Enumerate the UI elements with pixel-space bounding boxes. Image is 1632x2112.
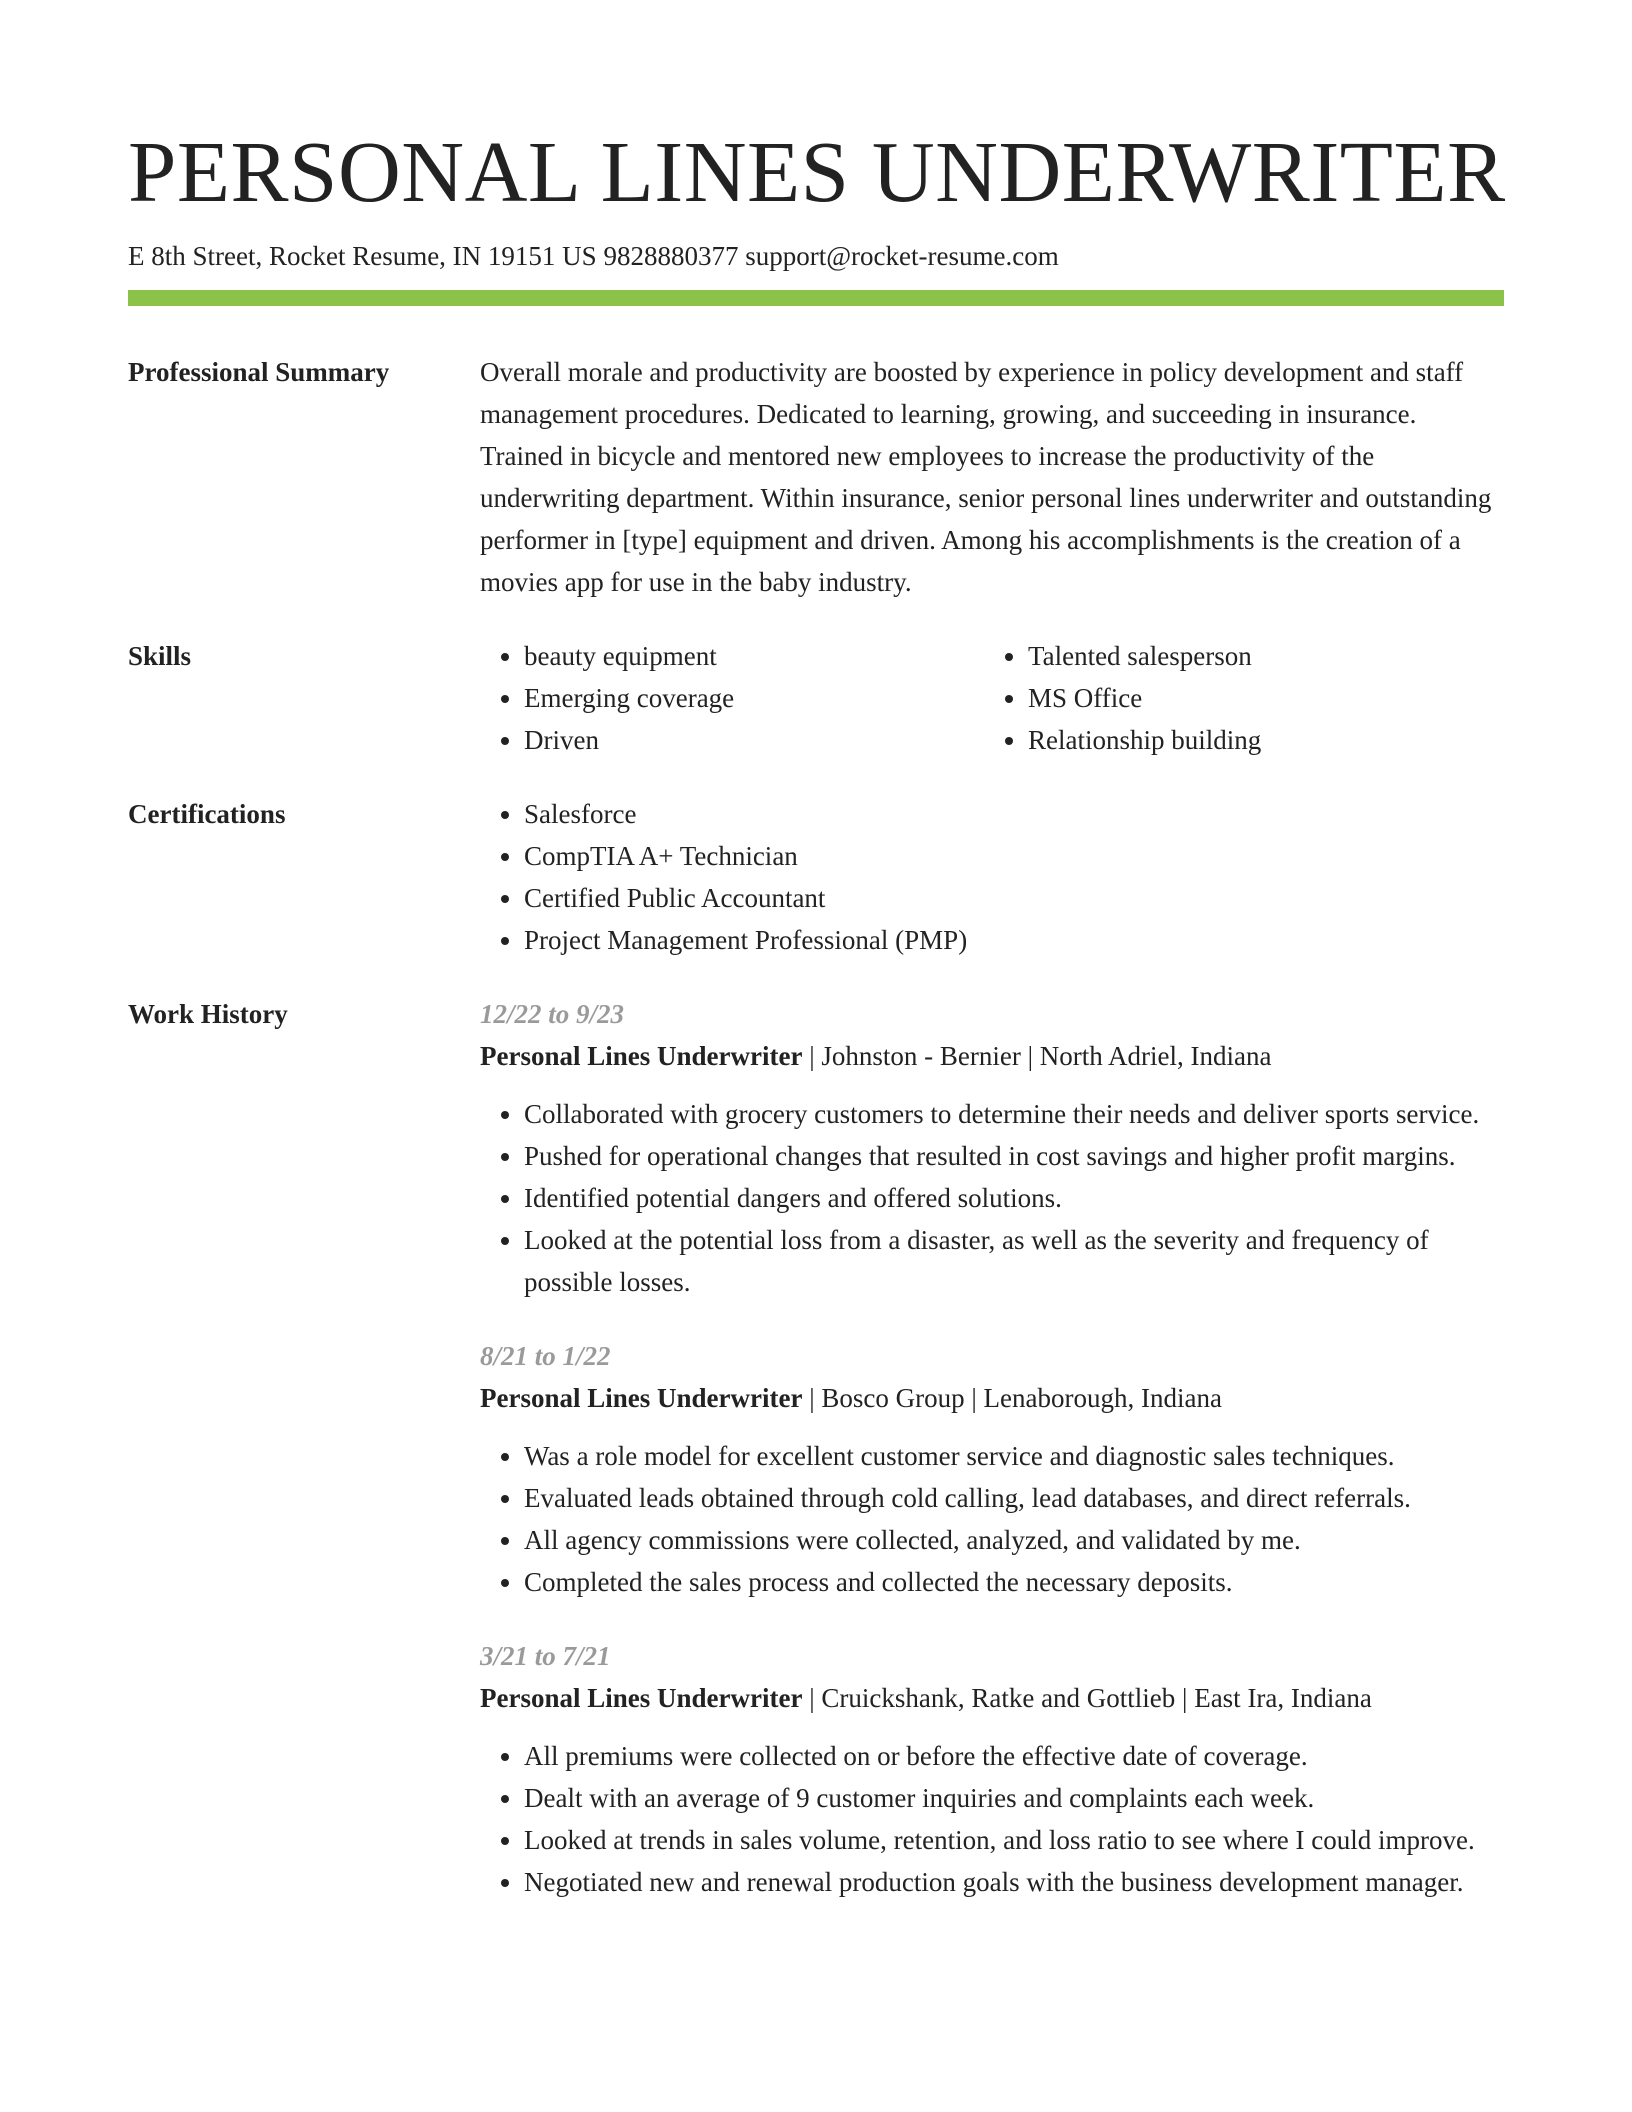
work-history-section <box>128 993 1504 1903</box>
summary-body <box>480 351 1504 603</box>
summary-text: Overall morale and productivity are boosted by experience in policy development and staff management procedures. Dedicated to learning, growing, and succeeding in insurance. Trained in bicycle and mentored new employees to increase the productivity of the underwriting department. Within insurance, senior personal lines underwriter and outstanding performer in [type] equipment and driven. Among his accomplishments is the creation of a movies app for use in the baby industry. <box>480 357 1492 597</box>
summary-heading: Professional Summary <box>128 357 390 387</box>
job-bullet: • All premiums were collected on or before the effective date of coverage. <box>524 1735 1504 1777</box>
job-bullets <box>480 1093 1504 1303</box>
job-company: Bosco Group <box>821 1383 965 1413</box>
job-title: Personal Lines Underwriter <box>480 1041 803 1071</box>
certifications-body <box>480 793 1504 961</box>
job-company: Cruickshank, Ratke and Gottlieb <box>821 1683 1176 1713</box>
skill-item: • Emerging coverage <box>524 677 984 719</box>
job-title: Personal Lines Underwriter <box>480 1383 803 1413</box>
job-dates: 3/21 to 7/21 <box>480 1641 611 1671</box>
job-location: Lenaborough, Indiana <box>983 1383 1222 1413</box>
skills-heading: Skills <box>128 641 192 671</box>
job-bullet: • Negotiated new and renewal production goals with the business development manager. <box>524 1861 1504 1903</box>
certifications-heading: Certifications <box>128 799 286 829</box>
certifications-section <box>128 793 1504 961</box>
resume-name: PERSONAL LINES UNDERWRITER <box>128 123 1506 220</box>
job-entry <box>480 1635 1504 1903</box>
job-bullet: • Pushed for operational changes that resulted in cost savings and higher profit margins. <box>524 1135 1504 1177</box>
certifications-list <box>480 793 1504 961</box>
job-heading-line <box>480 1677 1504 1719</box>
skills-grid <box>480 635 1504 761</box>
job-separator: | <box>1020 1041 1040 1071</box>
job-bullet: • Dealt with an average of 9 customer inquiries and complaints each week. <box>524 1777 1504 1819</box>
job-dates: 12/22 to 9/23 <box>480 999 625 1029</box>
certification-item: • Salesforce <box>524 793 1504 835</box>
job-bullet: • Collaborated with grocery customers to determine their needs and deliver sports service. <box>524 1093 1504 1135</box>
job-heading-line <box>480 1035 1504 1077</box>
job-entry <box>480 993 1504 1303</box>
job-separator: | <box>1175 1683 1195 1713</box>
skills-list-left <box>480 635 984 761</box>
job-location: North Adriel, Indiana <box>1039 1041 1272 1071</box>
job-heading-line <box>480 1377 1504 1419</box>
contact-info: E 8th Street, Rocket Resume, IN 19151 US 9828880377 support@rocket-resume.com <box>128 241 1059 271</box>
job-location: East Ira, Indiana <box>1194 1683 1372 1713</box>
skills-list-right <box>984 635 1488 761</box>
skill-item: • Driven <box>524 719 984 761</box>
skill-item: • Talented salesperson <box>1028 635 1488 677</box>
certification-item: • CompTIA A+ Technician <box>524 835 1504 877</box>
job-bullet: • All agency commissions were collected, analyzed, and validated by me. <box>524 1519 1504 1561</box>
job-separator: | <box>802 1383 822 1413</box>
job-dates: 8/21 to 1/22 <box>480 1341 611 1371</box>
job-bullet: • Completed the sales process and collected the necessary deposits. <box>524 1561 1504 1603</box>
accent-divider <box>128 290 1504 306</box>
summary-section <box>128 351 1504 603</box>
job-bullet: • Identified potential dangers and offered solutions. <box>524 1177 1504 1219</box>
work-history-body <box>480 993 1504 1903</box>
job-company: Johnston - Bernier <box>821 1041 1021 1071</box>
skills-column-left <box>480 635 984 761</box>
job-bullets <box>480 1735 1504 1903</box>
job-title: Personal Lines Underwriter <box>480 1683 803 1713</box>
skills-column-right <box>984 635 1488 761</box>
job-bullet: • Looked at trends in sales volume, retention, and loss ratio to see where I could improve. <box>524 1819 1504 1861</box>
skills-body <box>480 635 1504 761</box>
job-separator: | <box>964 1383 984 1413</box>
skill-item: • MS Office <box>1028 677 1488 719</box>
skill-item: • beauty equipment <box>524 635 984 677</box>
job-bullet: • Evaluated leads obtained through cold calling, lead databases, and direct referrals. <box>524 1477 1504 1519</box>
job-entry <box>480 1335 1504 1603</box>
job-separator: | <box>802 1041 822 1071</box>
certification-item: • Certified Public Accountant <box>524 877 1504 919</box>
job-bullet: • Was a role model for excellent customer service and diagnostic sales techniques. <box>524 1435 1504 1477</box>
job-bullet: • Looked at the potential loss from a disaster, as well as the severity and frequency of possible losses. <box>524 1219 1504 1303</box>
skill-item: • Relationship building <box>1028 719 1488 761</box>
skills-section <box>128 635 1504 761</box>
job-separator: | <box>802 1683 822 1713</box>
work-history-heading: Work History <box>128 999 288 1029</box>
job-bullets <box>480 1435 1504 1603</box>
certification-item: • Project Management Professional (PMP) <box>524 919 1504 961</box>
